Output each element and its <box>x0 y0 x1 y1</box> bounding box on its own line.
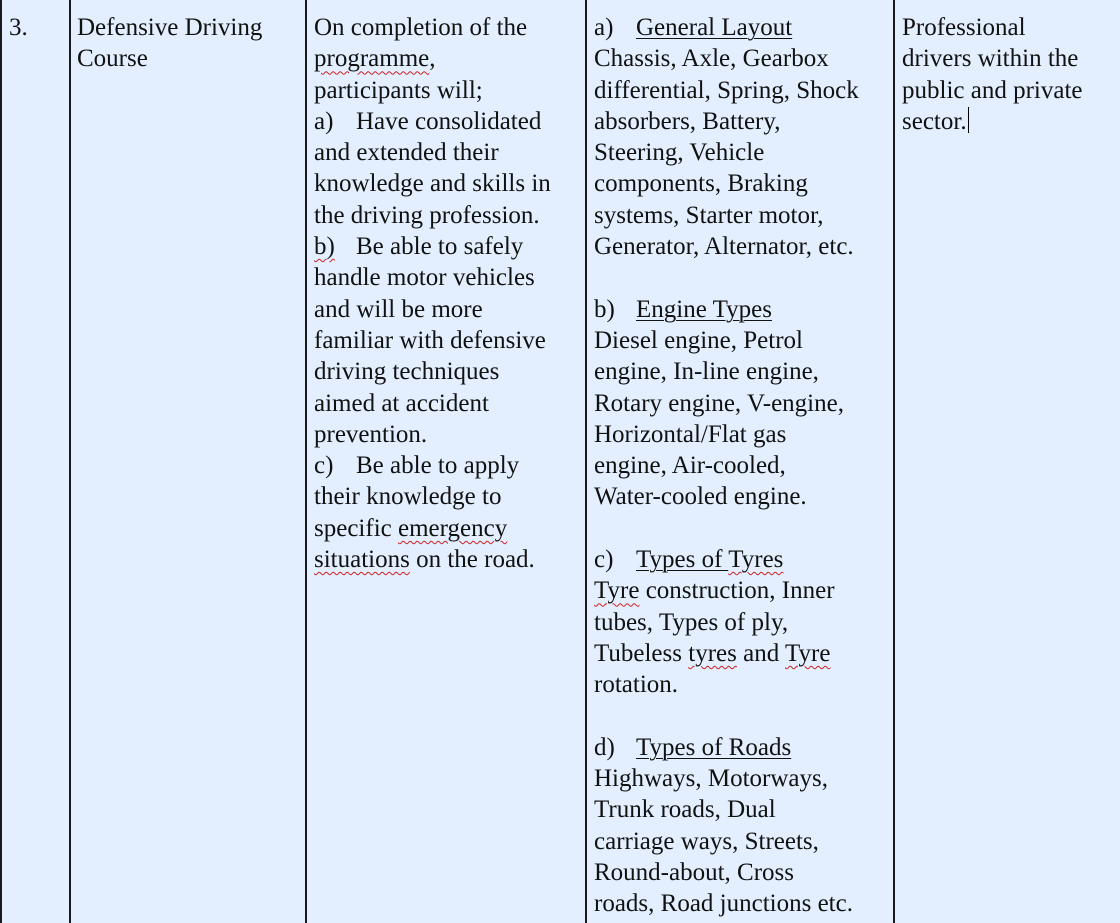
objectives-intro: participants will; <box>314 76 483 104</box>
content-text: rotation. <box>594 671 679 699</box>
content-text: tubes, Types of ply, <box>594 608 789 636</box>
blank-line <box>594 701 859 732</box>
column-divider-2 <box>305 0 307 923</box>
serial-number: 3. <box>9 14 28 41</box>
spellcheck-word: Tyre <box>785 639 831 667</box>
content-text: Highways, Motorways, <box>594 765 829 793</box>
content-text: Chassis, Axle, Gearbox <box>594 45 829 73</box>
content-text: Steering, Vehicle <box>594 139 765 167</box>
column-divider-1 <box>69 0 71 923</box>
column-divider-3 <box>585 0 587 923</box>
objectives-intro: programme, <box>314 45 436 73</box>
content-text: carriage ways, Streets, <box>594 827 819 855</box>
content-text: Rotary engine, V-engine, <box>594 389 844 417</box>
target-text: public and private <box>902 76 1083 104</box>
table-border-left <box>0 0 2 923</box>
content-heading-c: c) Types of Tyres <box>594 546 784 574</box>
objective-item-c: c) Be able to apply <box>314 452 520 480</box>
spellcheck-word: situations <box>314 546 410 574</box>
content-text: Round-about, Cross <box>594 859 794 887</box>
cell-course-title[interactable] <box>77 12 262 75</box>
content-text: engine, Air-cooled, <box>594 452 786 480</box>
spellcheck-word: tyres <box>688 639 737 667</box>
objective-text: handle motor vehicles <box>314 264 535 292</box>
content-text: Diesel engine, Petrol <box>594 326 803 354</box>
content-text: Generator, Alternator, etc. <box>594 233 854 261</box>
objective-text: their knowledge to <box>314 483 502 511</box>
objective-text: driving techniques <box>314 358 500 386</box>
objective-text: situations on the road. <box>314 546 535 574</box>
objective-text: and will be more <box>314 295 483 323</box>
cell-serial-number[interactable] <box>9 12 28 43</box>
content-text: engine, In-line engine, <box>594 358 819 386</box>
blank-line <box>594 262 859 293</box>
content-text: Trunk roads, Dual <box>594 796 776 824</box>
objective-text: knowledge and skills in <box>314 170 551 198</box>
content-text: components, Braking <box>594 170 808 198</box>
text-cursor <box>968 107 970 133</box>
objective-item-a: a) Have consolidated <box>314 107 542 135</box>
content-text: systems, Starter motor, <box>594 201 824 229</box>
content-text: Tyre construction, Inner <box>594 577 835 605</box>
course-title-line: Defensive Driving <box>77 14 263 41</box>
cell-course-content[interactable] <box>594 12 859 920</box>
blank-line <box>594 513 859 544</box>
objective-text: specific emergency <box>314 514 508 542</box>
objective-text: familiar with defensive <box>314 326 546 354</box>
content-heading-d: d) Types of Roads <box>594 733 792 761</box>
content-text: absorbers, Battery, <box>594 107 781 135</box>
spellcheck-word: Tyre <box>594 577 640 605</box>
content-text: Horizontal/Flat gas <box>594 420 787 448</box>
objective-text: aimed at accident <box>314 389 489 417</box>
objective-text: and extended their <box>314 139 499 167</box>
objective-item-b: b) Be able to safely <box>314 233 524 261</box>
content-heading-a: a) General Layout <box>594 14 793 41</box>
column-divider-4 <box>893 0 895 923</box>
cell-objectives[interactable] <box>314 12 551 575</box>
course-title-line: Course <box>77 45 148 73</box>
objective-text: prevention. <box>314 420 428 448</box>
content-text: differential, Spring, Shock <box>594 76 859 104</box>
target-text: drivers within the <box>902 45 1079 73</box>
target-text: Professional <box>902 14 1026 41</box>
objectives-intro: On completion of the <box>314 14 528 41</box>
content-text: roads, Road junctions etc. <box>594 890 853 918</box>
content-text: Tubeless tyres and Tyre <box>594 639 831 667</box>
spellcheck-word: Tyres <box>728 546 784 574</box>
content-heading-b: b) Engine Types <box>594 295 772 323</box>
content-text: Water-cooled engine. <box>594 483 807 511</box>
spellcheck-word: emergency <box>397 514 508 542</box>
spellcheck-word: programme <box>314 45 430 73</box>
target-text: sector. <box>902 106 1083 137</box>
objective-text: the driving profession. <box>314 201 540 229</box>
cell-target-group[interactable] <box>902 12 1083 137</box>
